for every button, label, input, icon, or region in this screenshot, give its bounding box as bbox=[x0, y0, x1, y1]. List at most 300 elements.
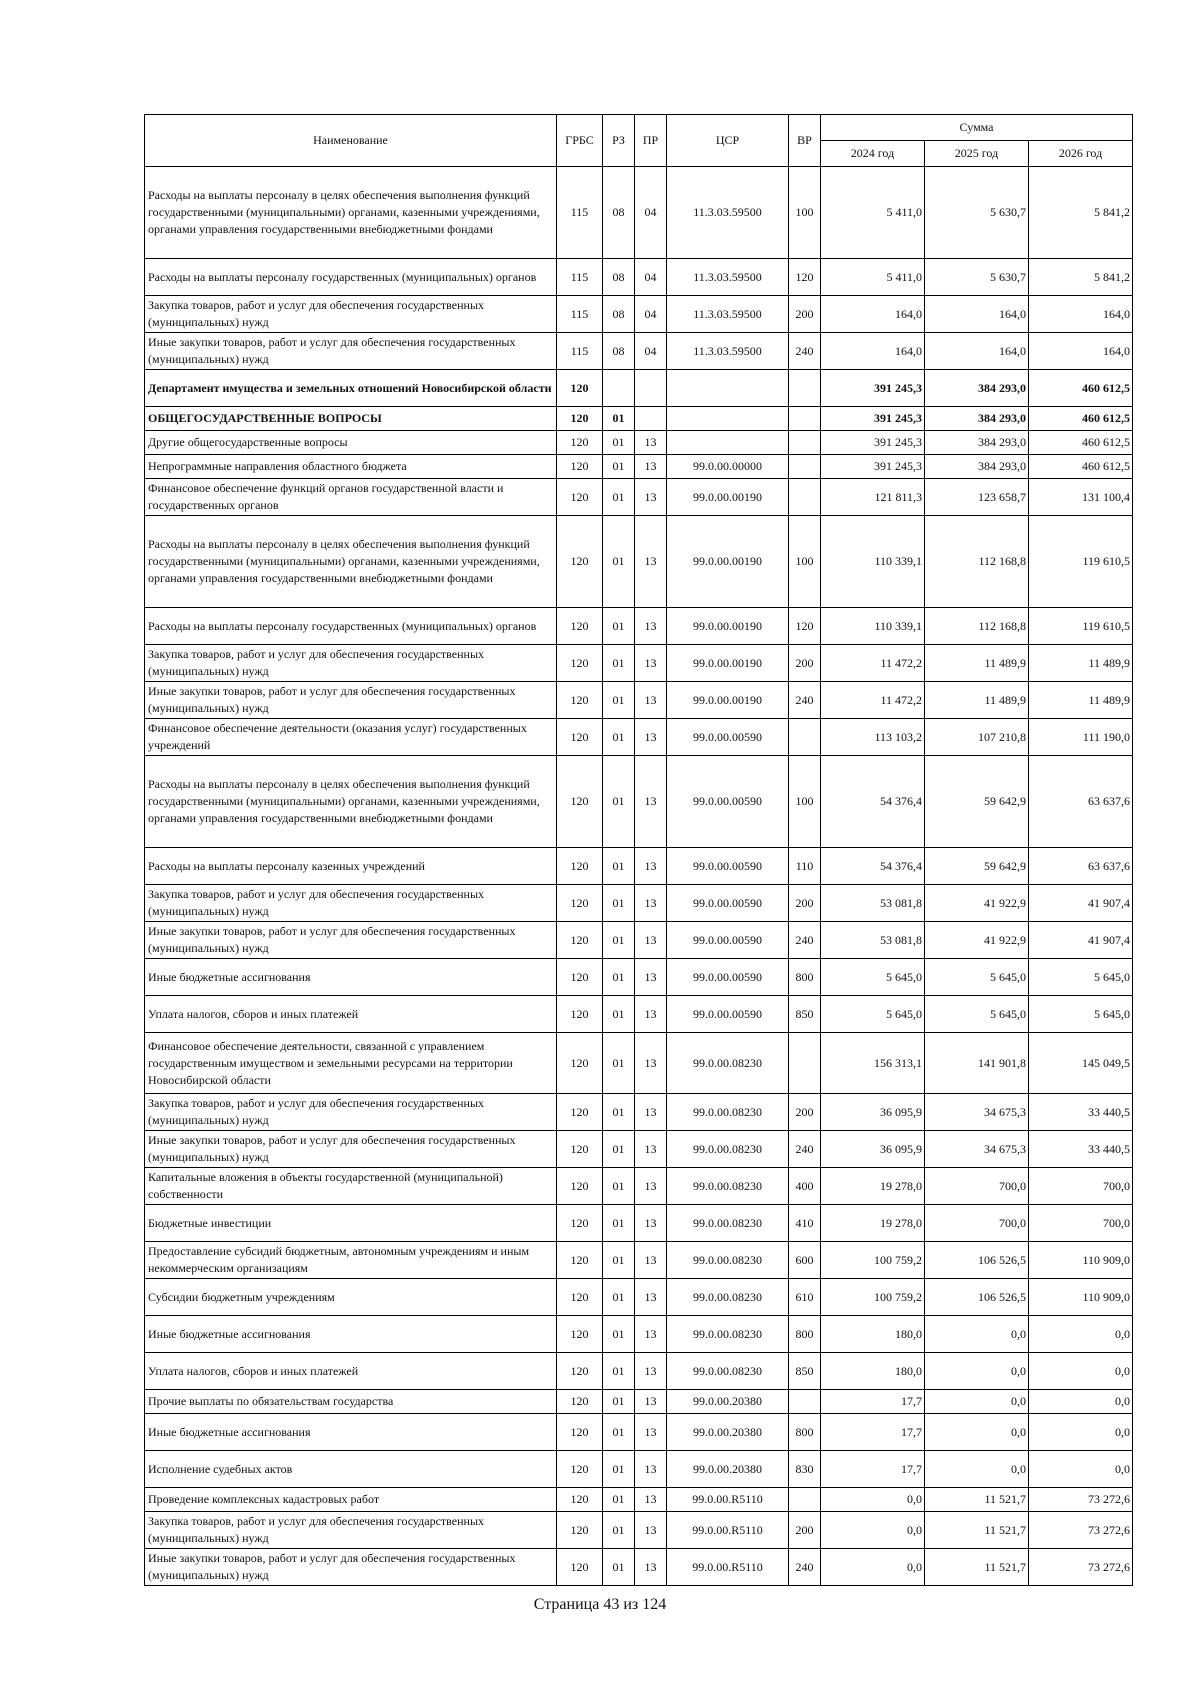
cell-name: Расходы на выплаты персоналу в целях обеспечения выполнения функций государственными (муниципальными) органами, казенными учреждениями, органами управления государственными внебюджетными фондами bbox=[145, 756, 557, 848]
cell-rz: 01 bbox=[603, 1205, 635, 1242]
cell-rz: 01 bbox=[603, 885, 635, 922]
cell-pr bbox=[635, 370, 667, 407]
table-row bbox=[145, 1512, 1133, 1549]
cell-2026: 41 907,4 bbox=[1029, 922, 1133, 959]
cell-pr: 13 bbox=[635, 1242, 667, 1279]
cell-rz: 01 bbox=[603, 996, 635, 1033]
table-row bbox=[145, 407, 1133, 431]
cell-name: Иные бюджетные ассигнования bbox=[145, 959, 557, 996]
cell-2026: 73 272,6 bbox=[1029, 1512, 1133, 1549]
cell-rz: 08 bbox=[603, 167, 635, 259]
table-row bbox=[145, 167, 1133, 259]
cell-name: Иные бюджетные ассигнования bbox=[145, 1316, 557, 1353]
cell-name: Департамент имущества и земельных отношений Новосибирской области bbox=[145, 370, 557, 407]
cell-2026: 119 610,5 bbox=[1029, 516, 1133, 608]
cell-name: Финансовое обеспечение деятельности, связанной с управлением государственным имуществом и земельными ресурсами на территории Новосибирской области bbox=[145, 1033, 557, 1094]
table-row bbox=[145, 885, 1133, 922]
cell-grbs: 120 bbox=[557, 1205, 603, 1242]
cell-2024: 19 278,0 bbox=[821, 1168, 925, 1205]
table-row bbox=[145, 756, 1133, 848]
cell-2026: 460 612,5 bbox=[1029, 431, 1133, 455]
cell-rz: 01 bbox=[603, 1512, 635, 1549]
cell-name: Закупка товаров, работ и услуг для обеспечения государственных (муниципальных) нужд bbox=[145, 1094, 557, 1131]
cell-rz: 01 bbox=[603, 1451, 635, 1488]
cell-grbs: 120 bbox=[557, 719, 603, 756]
cell-pr: 13 bbox=[635, 608, 667, 645]
cell-grbs: 120 bbox=[557, 1094, 603, 1131]
cell-grbs: 120 bbox=[557, 431, 603, 455]
cell-2026: 5 645,0 bbox=[1029, 959, 1133, 996]
cell-2024: 5 411,0 bbox=[821, 259, 925, 296]
cell-vr: 240 bbox=[789, 682, 821, 719]
cell-2025: 384 293,0 bbox=[925, 431, 1029, 455]
cell-rz: 01 bbox=[603, 922, 635, 959]
cell-2025: 5 630,7 bbox=[925, 167, 1029, 259]
cell-rz: 01 bbox=[603, 431, 635, 455]
cell-2025: 164,0 bbox=[925, 296, 1029, 333]
cell-rz: 01 bbox=[603, 1279, 635, 1316]
cell-2025: 11 521,7 bbox=[925, 1549, 1029, 1586]
cell-grbs: 120 bbox=[557, 756, 603, 848]
header-row-top bbox=[145, 115, 1133, 141]
cell-2024: 156 313,1 bbox=[821, 1033, 925, 1094]
cell-vr: 120 bbox=[789, 608, 821, 645]
cell-vr: 800 bbox=[789, 1316, 821, 1353]
cell-2025: 384 293,0 bbox=[925, 407, 1029, 431]
cell-2026: 0,0 bbox=[1029, 1451, 1133, 1488]
cell-pr: 13 bbox=[635, 719, 667, 756]
cell-grbs: 115 bbox=[557, 333, 603, 370]
cell-name: Иные закупки товаров, работ и услуг для обеспечения государственных (муниципальных) нужд bbox=[145, 922, 557, 959]
cell-grbs: 120 bbox=[557, 1131, 603, 1168]
cell-grbs: 115 bbox=[557, 259, 603, 296]
table-row bbox=[145, 922, 1133, 959]
cell-2025: 11 489,9 bbox=[925, 682, 1029, 719]
cell-vr: 240 bbox=[789, 1131, 821, 1168]
cell-2026: 5 841,2 bbox=[1029, 259, 1133, 296]
cell-2024: 164,0 bbox=[821, 333, 925, 370]
col-header-vr: ВР bbox=[789, 115, 821, 167]
cell-pr: 04 bbox=[635, 259, 667, 296]
table-row bbox=[145, 1353, 1133, 1390]
cell-2025: 141 901,8 bbox=[925, 1033, 1029, 1094]
cell-name: Финансовое обеспечение функций органов государственной власти и государственных органов bbox=[145, 479, 557, 516]
cell-csr: 99.0.00.00590 bbox=[667, 922, 789, 959]
cell-2026: 110 909,0 bbox=[1029, 1242, 1133, 1279]
cell-2024: 180,0 bbox=[821, 1316, 925, 1353]
cell-2024: 54 376,4 bbox=[821, 848, 925, 885]
cell-2024: 11 472,2 bbox=[821, 645, 925, 682]
cell-name: Уплата налогов, сборов и иных платежей bbox=[145, 1353, 557, 1390]
cell-name: Иные закупки товаров, работ и услуг для обеспечения государственных (муниципальных) нужд bbox=[145, 333, 557, 370]
cell-rz: 01 bbox=[603, 1549, 635, 1586]
cell-csr: 99.0.00.08230 bbox=[667, 1316, 789, 1353]
cell-csr: 99.0.00.08230 bbox=[667, 1242, 789, 1279]
cell-grbs: 120 bbox=[557, 1168, 603, 1205]
cell-2026: 41 907,4 bbox=[1029, 885, 1133, 922]
cell-pr: 13 bbox=[635, 682, 667, 719]
cell-vr: 120 bbox=[789, 259, 821, 296]
cell-rz: 01 bbox=[603, 1094, 635, 1131]
cell-csr: 11.3.03.59500 bbox=[667, 296, 789, 333]
cell-2024: 391 245,3 bbox=[821, 431, 925, 455]
cell-2024: 17,7 bbox=[821, 1451, 925, 1488]
cell-grbs: 115 bbox=[557, 296, 603, 333]
cell-pr: 13 bbox=[635, 1414, 667, 1451]
budget-table bbox=[144, 114, 1133, 1586]
cell-rz: 01 bbox=[603, 645, 635, 682]
cell-2025: 34 675,3 bbox=[925, 1131, 1029, 1168]
cell-2024: 54 376,4 bbox=[821, 756, 925, 848]
cell-2026: 33 440,5 bbox=[1029, 1131, 1133, 1168]
cell-2024: 0,0 bbox=[821, 1488, 925, 1512]
table-row bbox=[145, 1316, 1133, 1353]
cell-2024: 180,0 bbox=[821, 1353, 925, 1390]
cell-rz: 01 bbox=[603, 719, 635, 756]
cell-grbs: 120 bbox=[557, 1549, 603, 1586]
cell-2026: 145 049,5 bbox=[1029, 1033, 1133, 1094]
cell-vr bbox=[789, 719, 821, 756]
cell-grbs: 120 bbox=[557, 455, 603, 479]
cell-grbs: 120 bbox=[557, 1033, 603, 1094]
cell-csr: 99.0.00.08230 bbox=[667, 1205, 789, 1242]
cell-pr: 13 bbox=[635, 1033, 667, 1094]
cell-csr: 11.3.03.59500 bbox=[667, 333, 789, 370]
cell-2026: 460 612,5 bbox=[1029, 455, 1133, 479]
cell-rz: 08 bbox=[603, 333, 635, 370]
cell-csr: 11.3.03.59500 bbox=[667, 167, 789, 259]
cell-2024: 5 411,0 bbox=[821, 167, 925, 259]
cell-csr: 99.0.00.00590 bbox=[667, 996, 789, 1033]
cell-2024: 36 095,9 bbox=[821, 1094, 925, 1131]
cell-2025: 107 210,8 bbox=[925, 719, 1029, 756]
table-row bbox=[145, 719, 1133, 756]
cell-grbs: 120 bbox=[557, 1390, 603, 1414]
cell-2024: 17,7 bbox=[821, 1390, 925, 1414]
cell-2025: 59 642,9 bbox=[925, 848, 1029, 885]
cell-vr: 830 bbox=[789, 1451, 821, 1488]
cell-name: Иные бюджетные ассигнования bbox=[145, 1414, 557, 1451]
cell-2026: 11 489,9 bbox=[1029, 682, 1133, 719]
cell-pr: 13 bbox=[635, 1488, 667, 1512]
cell-2026: 164,0 bbox=[1029, 333, 1133, 370]
cell-2026: 700,0 bbox=[1029, 1205, 1133, 1242]
cell-2024: 0,0 bbox=[821, 1549, 925, 1586]
cell-vr: 200 bbox=[789, 1512, 821, 1549]
table-row bbox=[145, 296, 1133, 333]
cell-2024: 110 339,1 bbox=[821, 516, 925, 608]
cell-grbs: 120 bbox=[557, 885, 603, 922]
cell-2026: 131 100,4 bbox=[1029, 479, 1133, 516]
col-header-name: Наименование bbox=[145, 115, 557, 167]
cell-vr: 110 bbox=[789, 848, 821, 885]
cell-pr: 13 bbox=[635, 431, 667, 455]
cell-csr: 99.0.00.08230 bbox=[667, 1279, 789, 1316]
cell-2026: 0,0 bbox=[1029, 1316, 1133, 1353]
table-row bbox=[145, 370, 1133, 407]
cell-2025: 106 526,5 bbox=[925, 1242, 1029, 1279]
cell-csr bbox=[667, 431, 789, 455]
cell-rz: 01 bbox=[603, 1488, 635, 1512]
cell-rz: 01 bbox=[603, 1131, 635, 1168]
cell-2025: 106 526,5 bbox=[925, 1279, 1029, 1316]
cell-rz: 08 bbox=[603, 259, 635, 296]
cell-pr: 04 bbox=[635, 167, 667, 259]
cell-csr: 99.0.00.R5110 bbox=[667, 1512, 789, 1549]
table-row bbox=[145, 1033, 1133, 1094]
cell-rz: 01 bbox=[603, 479, 635, 516]
cell-csr: 99.0.00.20380 bbox=[667, 1451, 789, 1488]
cell-pr: 13 bbox=[635, 516, 667, 608]
cell-2025: 112 168,8 bbox=[925, 608, 1029, 645]
cell-csr: 11.3.03.59500 bbox=[667, 259, 789, 296]
cell-name: Уплата налогов, сборов и иных платежей bbox=[145, 996, 557, 1033]
cell-vr: 800 bbox=[789, 1414, 821, 1451]
cell-2025: 0,0 bbox=[925, 1451, 1029, 1488]
cell-name: Предоставление субсидий бюджетным, автономным учреждениям и иным некоммерческим организациям bbox=[145, 1242, 557, 1279]
cell-csr: 99.0.00.00590 bbox=[667, 885, 789, 922]
cell-csr: 99.0.00.00190 bbox=[667, 516, 789, 608]
col-header-2025: 2025 год bbox=[925, 141, 1029, 167]
cell-2024: 391 245,3 bbox=[821, 370, 925, 407]
cell-grbs: 120 bbox=[557, 959, 603, 996]
cell-2026: 5 841,2 bbox=[1029, 167, 1133, 259]
cell-2025: 11 521,7 bbox=[925, 1488, 1029, 1512]
cell-rz bbox=[603, 370, 635, 407]
cell-vr: 100 bbox=[789, 167, 821, 259]
table-row bbox=[145, 959, 1133, 996]
cell-pr: 13 bbox=[635, 1512, 667, 1549]
cell-rz: 01 bbox=[603, 1316, 635, 1353]
cell-2026: 0,0 bbox=[1029, 1390, 1133, 1414]
cell-2026: 460 612,5 bbox=[1029, 370, 1133, 407]
cell-vr bbox=[789, 431, 821, 455]
cell-pr: 13 bbox=[635, 1131, 667, 1168]
cell-2025: 0,0 bbox=[925, 1390, 1029, 1414]
cell-csr: 99.0.00.08230 bbox=[667, 1168, 789, 1205]
cell-grbs: 120 bbox=[557, 682, 603, 719]
cell-rz: 01 bbox=[603, 608, 635, 645]
cell-grbs: 120 bbox=[557, 407, 603, 431]
cell-2025: 123 658,7 bbox=[925, 479, 1029, 516]
cell-2024: 113 103,2 bbox=[821, 719, 925, 756]
cell-2024: 0,0 bbox=[821, 1512, 925, 1549]
cell-2025: 41 922,9 bbox=[925, 885, 1029, 922]
cell-vr: 610 bbox=[789, 1279, 821, 1316]
cell-rz: 01 bbox=[603, 756, 635, 848]
cell-vr: 800 bbox=[789, 959, 821, 996]
cell-vr: 200 bbox=[789, 885, 821, 922]
cell-grbs: 120 bbox=[557, 1242, 603, 1279]
cell-rz: 01 bbox=[603, 1390, 635, 1414]
cell-rz: 01 bbox=[603, 1414, 635, 1451]
cell-name: ОБЩЕГОСУДАРСТВЕННЫЕ ВОПРОСЫ bbox=[145, 407, 557, 431]
cell-2026: 460 612,5 bbox=[1029, 407, 1133, 431]
cell-2025: 384 293,0 bbox=[925, 370, 1029, 407]
cell-csr: 99.0.00.20380 bbox=[667, 1390, 789, 1414]
col-header-sum: Сумма bbox=[821, 115, 1133, 141]
cell-2024: 53 081,8 bbox=[821, 885, 925, 922]
cell-2026: 5 645,0 bbox=[1029, 996, 1133, 1033]
page-number: Страница 43 из 124 bbox=[533, 1596, 667, 1613]
cell-vr: 850 bbox=[789, 1353, 821, 1390]
cell-2025: 41 922,9 bbox=[925, 922, 1029, 959]
cell-csr: 99.0.00.08230 bbox=[667, 1131, 789, 1168]
table-row bbox=[145, 516, 1133, 608]
cell-2025: 59 642,9 bbox=[925, 756, 1029, 848]
cell-vr bbox=[789, 479, 821, 516]
cell-pr: 13 bbox=[635, 756, 667, 848]
cell-csr: 99.0.00.R5110 bbox=[667, 1488, 789, 1512]
cell-2024: 121 811,3 bbox=[821, 479, 925, 516]
cell-2026: 0,0 bbox=[1029, 1353, 1133, 1390]
cell-2025: 700,0 bbox=[925, 1205, 1029, 1242]
cell-grbs: 120 bbox=[557, 1414, 603, 1451]
col-header-csr: ЦСР bbox=[667, 115, 789, 167]
cell-name: Расходы на выплаты персоналу государственных (муниципальных) органов bbox=[145, 608, 557, 645]
cell-2024: 100 759,2 bbox=[821, 1242, 925, 1279]
cell-csr: 99.0.00.00000 bbox=[667, 455, 789, 479]
table-row bbox=[145, 1414, 1133, 1451]
table-row bbox=[145, 682, 1133, 719]
cell-2026: 33 440,5 bbox=[1029, 1094, 1133, 1131]
cell-csr: 99.0.00.R5110 bbox=[667, 1549, 789, 1586]
cell-name: Закупка товаров, работ и услуг для обеспечения государственных (муниципальных) нужд bbox=[145, 1512, 557, 1549]
cell-2026: 119 610,5 bbox=[1029, 608, 1133, 645]
cell-vr: 100 bbox=[789, 756, 821, 848]
cell-name: Другие общегосударственные вопросы bbox=[145, 431, 557, 455]
cell-name: Расходы на выплаты персоналу государственных (муниципальных) органов bbox=[145, 259, 557, 296]
cell-vr: 240 bbox=[789, 333, 821, 370]
cell-vr: 100 bbox=[789, 516, 821, 608]
cell-pr: 13 bbox=[635, 996, 667, 1033]
cell-pr bbox=[635, 407, 667, 431]
cell-grbs: 120 bbox=[557, 1316, 603, 1353]
table-row bbox=[145, 608, 1133, 645]
cell-2024: 36 095,9 bbox=[821, 1131, 925, 1168]
cell-vr bbox=[789, 370, 821, 407]
table-row bbox=[145, 1168, 1133, 1205]
cell-pr: 13 bbox=[635, 1549, 667, 1586]
col-header-grbs: ГРБС bbox=[557, 115, 603, 167]
table-row bbox=[145, 479, 1133, 516]
table-row bbox=[145, 996, 1133, 1033]
table-row bbox=[145, 455, 1133, 479]
cell-rz: 01 bbox=[603, 407, 635, 431]
cell-pr: 04 bbox=[635, 333, 667, 370]
cell-grbs: 120 bbox=[557, 608, 603, 645]
cell-2024: 19 278,0 bbox=[821, 1205, 925, 1242]
cell-vr: 400 bbox=[789, 1168, 821, 1205]
cell-name: Прочие выплаты по обязательствам государства bbox=[145, 1390, 557, 1414]
cell-rz: 08 bbox=[603, 296, 635, 333]
cell-2025: 164,0 bbox=[925, 333, 1029, 370]
table-row bbox=[145, 259, 1133, 296]
cell-2024: 5 645,0 bbox=[821, 959, 925, 996]
cell-name: Иные закупки товаров, работ и услуг для обеспечения государственных (муниципальных) нужд bbox=[145, 682, 557, 719]
cell-grbs: 120 bbox=[557, 1279, 603, 1316]
table-row bbox=[145, 1390, 1133, 1414]
cell-grbs: 120 bbox=[557, 370, 603, 407]
cell-name: Расходы на выплаты персоналу в целях обеспечения выполнения функций государственными (муниципальными) органами, казенными учреждениями, органами управления государственными внебюджетными фондами bbox=[145, 516, 557, 608]
table-row bbox=[145, 333, 1133, 370]
cell-grbs: 120 bbox=[557, 479, 603, 516]
table-row bbox=[145, 1242, 1133, 1279]
cell-name: Непрограммные направления областного бюджета bbox=[145, 455, 557, 479]
cell-2025: 384 293,0 bbox=[925, 455, 1029, 479]
cell-name: Закупка товаров, работ и услуг для обеспечения государственных (муниципальных) нужд bbox=[145, 296, 557, 333]
cell-pr: 13 bbox=[635, 1279, 667, 1316]
cell-2025: 0,0 bbox=[925, 1316, 1029, 1353]
cell-csr: 99.0.00.00190 bbox=[667, 608, 789, 645]
cell-name: Закупка товаров, работ и услуг для обеспечения государственных (муниципальных) нужд bbox=[145, 885, 557, 922]
cell-vr: 200 bbox=[789, 1094, 821, 1131]
cell-2024: 110 339,1 bbox=[821, 608, 925, 645]
cell-vr: 200 bbox=[789, 645, 821, 682]
cell-vr bbox=[789, 407, 821, 431]
cell-name: Капитальные вложения в объекты государственной (муниципальной) собственности bbox=[145, 1168, 557, 1205]
cell-2024: 100 759,2 bbox=[821, 1279, 925, 1316]
cell-2025: 5 645,0 bbox=[925, 959, 1029, 996]
cell-2026: 73 272,6 bbox=[1029, 1488, 1133, 1512]
cell-grbs: 120 bbox=[557, 1353, 603, 1390]
table-row bbox=[145, 1279, 1133, 1316]
cell-pr: 13 bbox=[635, 1451, 667, 1488]
cell-2026: 700,0 bbox=[1029, 1168, 1133, 1205]
cell-rz: 01 bbox=[603, 1353, 635, 1390]
cell-rz: 01 bbox=[603, 1033, 635, 1094]
cell-pr: 13 bbox=[635, 1168, 667, 1205]
cell-csr: 99.0.00.00190 bbox=[667, 682, 789, 719]
cell-2024: 5 645,0 bbox=[821, 996, 925, 1033]
cell-pr: 13 bbox=[635, 885, 667, 922]
cell-2025: 11 489,9 bbox=[925, 645, 1029, 682]
cell-grbs: 120 bbox=[557, 996, 603, 1033]
cell-rz: 01 bbox=[603, 682, 635, 719]
cell-vr: 410 bbox=[789, 1205, 821, 1242]
cell-2025: 700,0 bbox=[925, 1168, 1029, 1205]
col-header-2026: 2026 год bbox=[1029, 141, 1133, 167]
cell-grbs: 120 bbox=[557, 1451, 603, 1488]
cell-pr: 13 bbox=[635, 1205, 667, 1242]
cell-name: Иные закупки товаров, работ и услуг для обеспечения государственных (муниципальных) нужд bbox=[145, 1549, 557, 1586]
cell-2026: 0,0 bbox=[1029, 1414, 1133, 1451]
table-row bbox=[145, 1094, 1133, 1131]
table-row bbox=[145, 1549, 1133, 1586]
cell-rz: 01 bbox=[603, 455, 635, 479]
cell-name: Бюджетные инвестиции bbox=[145, 1205, 557, 1242]
cell-grbs: 120 bbox=[557, 1488, 603, 1512]
cell-grbs: 120 bbox=[557, 645, 603, 682]
cell-pr: 13 bbox=[635, 848, 667, 885]
cell-grbs: 120 bbox=[557, 1512, 603, 1549]
cell-pr: 13 bbox=[635, 455, 667, 479]
cell-csr: 99.0.00.00190 bbox=[667, 479, 789, 516]
table-row bbox=[145, 645, 1133, 682]
cell-pr: 13 bbox=[635, 922, 667, 959]
col-header-pr: ПР bbox=[635, 115, 667, 167]
cell-name: Проведение комплексных кадастровых работ bbox=[145, 1488, 557, 1512]
cell-grbs: 120 bbox=[557, 922, 603, 959]
cell-csr: 99.0.00.00190 bbox=[667, 645, 789, 682]
cell-pr: 13 bbox=[635, 479, 667, 516]
table-row bbox=[145, 1488, 1133, 1512]
cell-2026: 63 637,6 bbox=[1029, 848, 1133, 885]
cell-csr bbox=[667, 370, 789, 407]
cell-rz: 01 bbox=[603, 1242, 635, 1279]
cell-2026: 11 489,9 bbox=[1029, 645, 1133, 682]
cell-csr: 99.0.00.08230 bbox=[667, 1353, 789, 1390]
